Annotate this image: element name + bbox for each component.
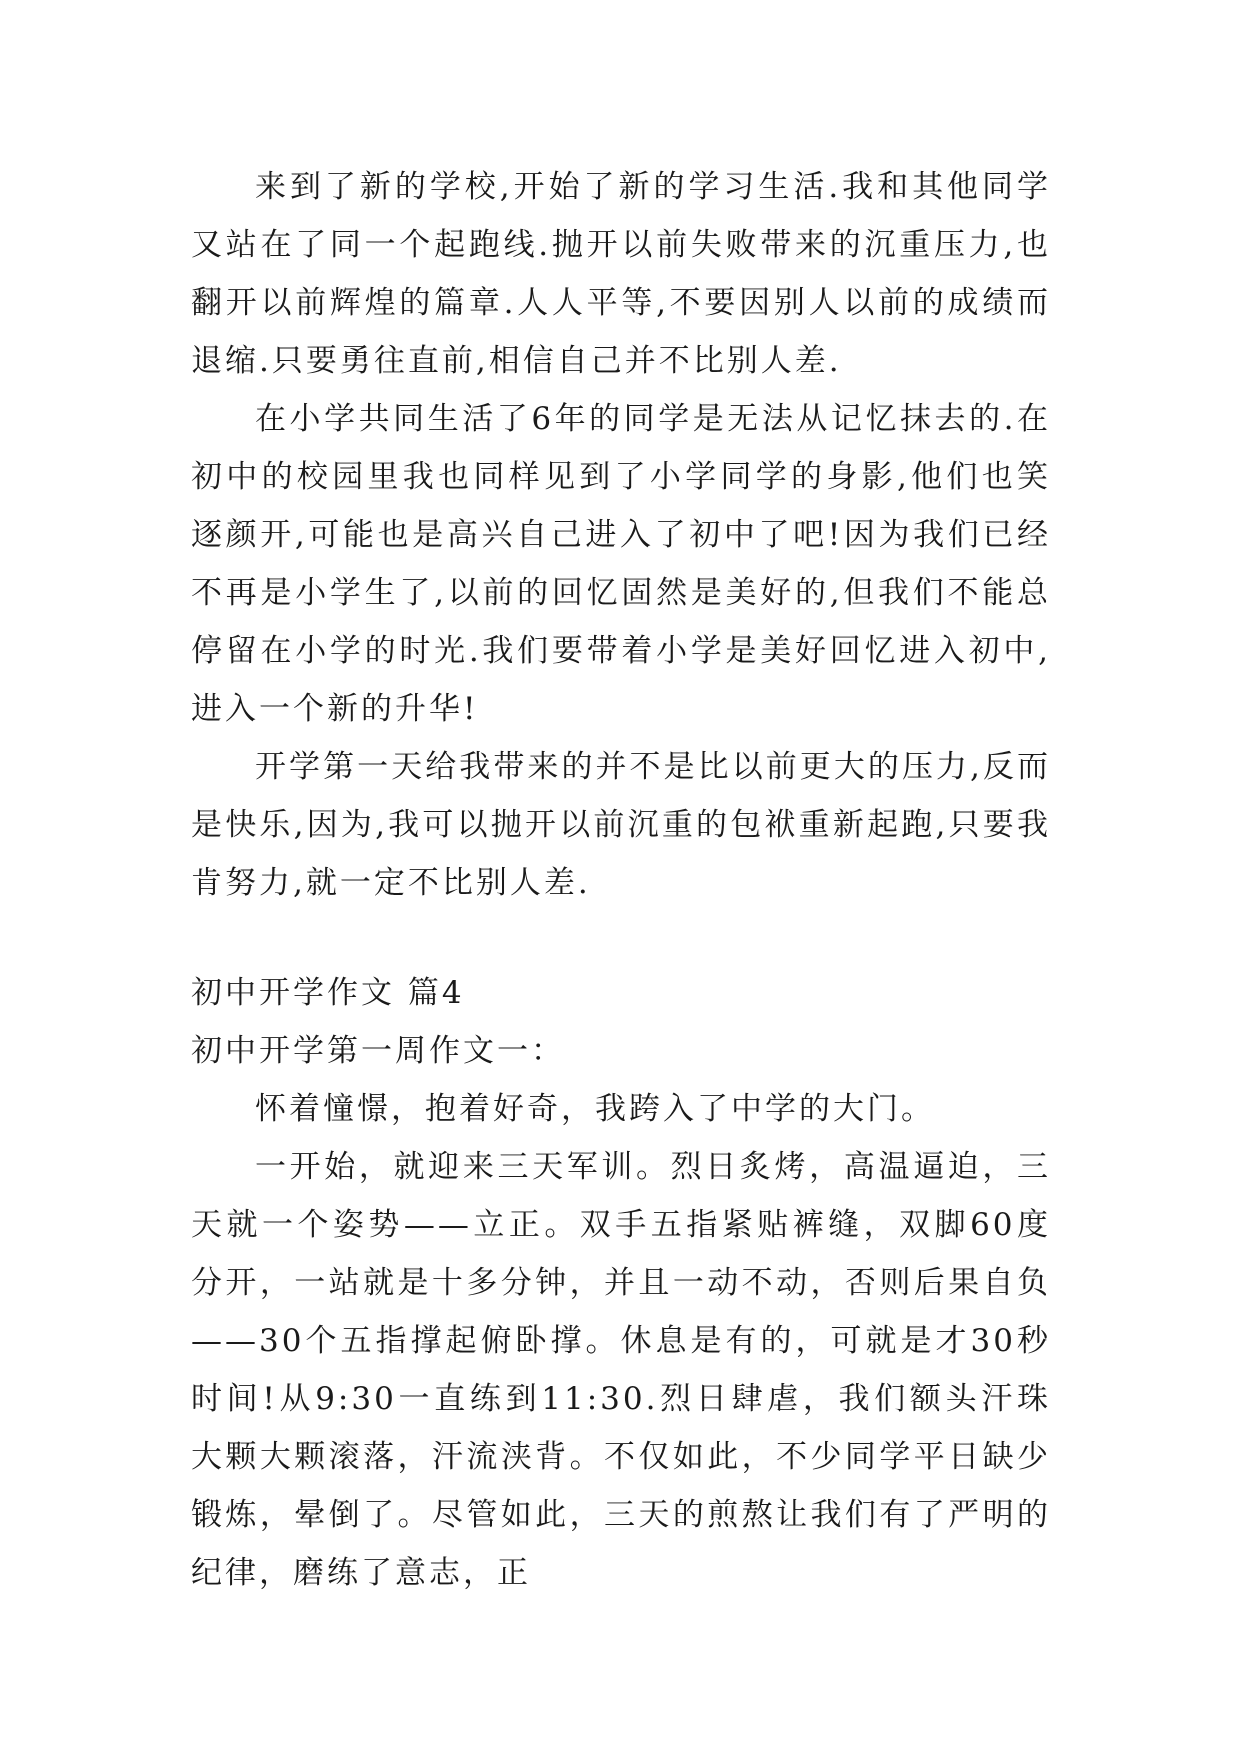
paragraph-primary-classmates: 在小学共同生活了6年的同学是无法从记忆抹去的.在初中的校园里我也同样见到了小学同学的身影,他们也笑逐颜开,可能也是高兴自己进入了初中了吧!因为我们已经不再是小学生了,以前的回忆固然是美好的,但我们不能总停留在小学的时光.我们要带着小学是美好回忆进入初中,进入一个新的升华! <box>191 401 1051 727</box>
section-subtitle: 初中开学第一周作文一： <box>191 1033 565 1069</box>
paragraph-new-school: 来到了新的学校,开始了新的学习生活.我和其他同学又站在了同一个起跑线.抛开以前失败带来的沉重压力,也翻开以前辉煌的篇章.人人平等,不要因别人以前的成绩而退缩.只要勇往直前,相信自己并不比别人差. <box>191 169 1051 379</box>
paragraph-military-training: 一开始，就迎来三天军训。烈日炙烤，高温逼迫，三天就一个姿势——立正。双手五指紧贴裤缝，双脚60度分开，一站就是十多分钟，并且一动不动，否则后果自负——30个五指撑起俯卧撑。休息是有的，可就是才30秒时间!从9:30一直练到11:30.烈日肆虐，我们额头汗珠大颗大颗滚落，汗流浃背。不仅如此，不少同学平日缺少锻炼，晕倒了。尽管如此，三天的煎熬让我们有了严明的纪律，磨练了意志，正 <box>191 1149 1051 1591</box>
essay-body-top <box>191 158 1051 912</box>
essay-section-4 <box>191 964 1051 1602</box>
paragraph-first-day: 开学第一天给我带来的并不是比以前更大的压力,反而是快乐,因为,我可以抛开以前沉重的包袱重新起跑,只要我肯努力,就一定不比别人差. <box>191 749 1051 901</box>
section-title: 初中开学作文 篇4 <box>191 975 465 1011</box>
paragraph-entering-school: 怀着憧憬，抱着好奇，我跨入了中学的大门。 <box>255 1091 935 1127</box>
